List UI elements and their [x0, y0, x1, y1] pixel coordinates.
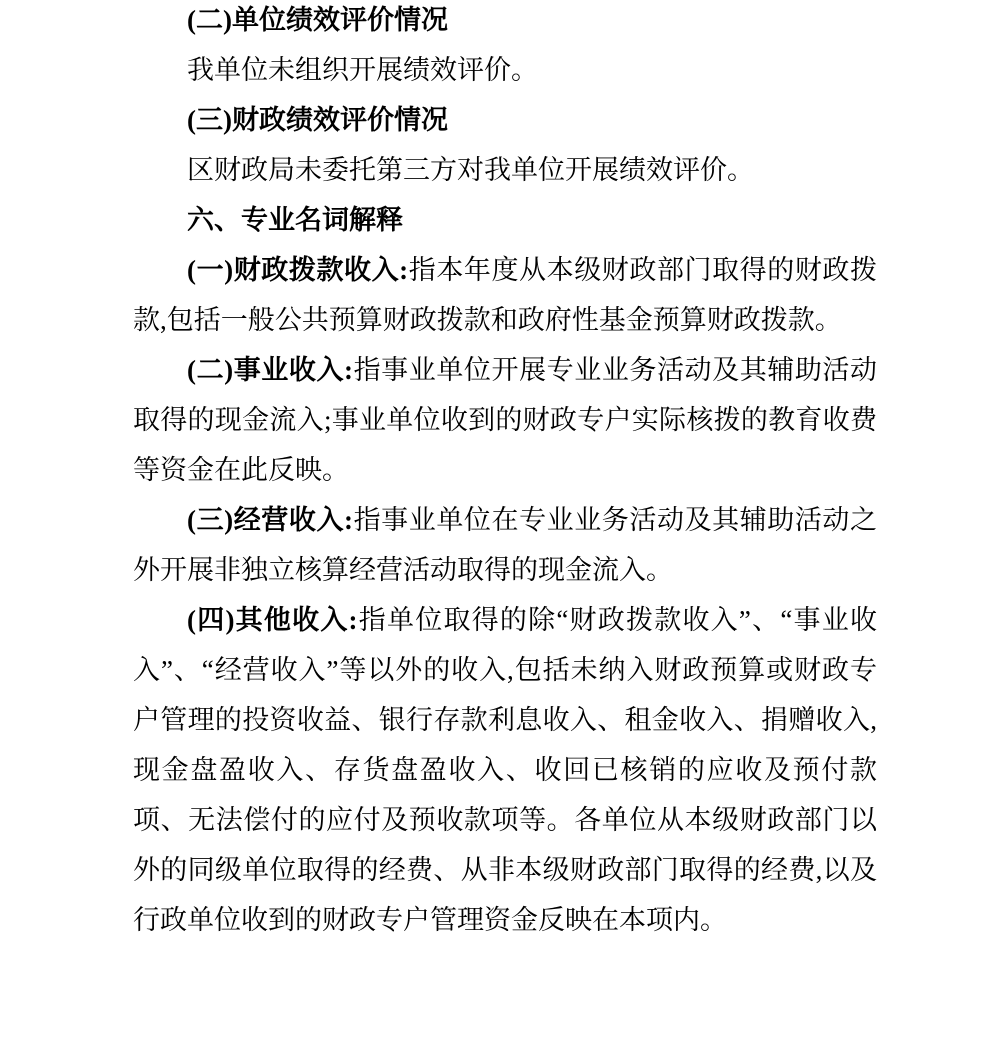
- paragraph-unit-performance: 我单位未组织开展绩效评价。: [187, 55, 538, 85]
- term-name: (四)其他收入:: [187, 605, 358, 635]
- term-body: 指本年度从本级财政部门取得的财政拨款,包括一般公共预算财政拨款和政府性基金预算财政拨款。: [133, 255, 877, 335]
- document-content: [133, 0, 877, 945]
- term-name: (三)经营收入:: [187, 505, 354, 535]
- term-body: 指单位取得的除“财政拨款收入”、“事业收入”、“经营收入”等以外的收入,包括未纳入财政预算或财政专户管理的投资收益、银行存款利息收入、租金收入、捐赠收入,现金盘盈收入、存货盘盈收入、收回已核销的应收及预付款项、无法偿付的应付及预收款项等。各单位从本级财政部门以外的同级单位取得的经费、从非本级财政部门取得的经费,以及行政单位收到的财政专户管理资金反映在本项内。: [133, 605, 877, 935]
- section-heading-finance-performance: (三)财政绩效评价情况: [187, 105, 448, 135]
- term-definition-fiscal-appropriation-income: [133, 245, 877, 345]
- term-name: (二)事业收入:: [187, 355, 354, 385]
- section-heading-unit-performance: (二)单位绩效评价情况: [187, 5, 448, 35]
- term-body: 指事业单位在专业业务活动及其辅助活动之外开展非独立核算经营活动取得的现金流入。: [133, 505, 878, 585]
- term-body: 指事业单位开展专业业务活动及其辅助活动取得的现金流入;事业单位收到的财政专户实际核拨的教育收费等资金在此反映。: [133, 355, 878, 485]
- chapter-heading-glossary: 六、专业名词解释: [187, 205, 403, 235]
- term-definition-other-income: [133, 595, 877, 945]
- term-definition-business-income: [133, 495, 877, 595]
- term-name: (一)财政拨款收入:: [187, 255, 409, 285]
- paragraph-finance-performance: 区财政局未委托第三方对我单位开展绩效评价。: [187, 155, 754, 185]
- term-definition-operating-income-institution: [133, 345, 877, 495]
